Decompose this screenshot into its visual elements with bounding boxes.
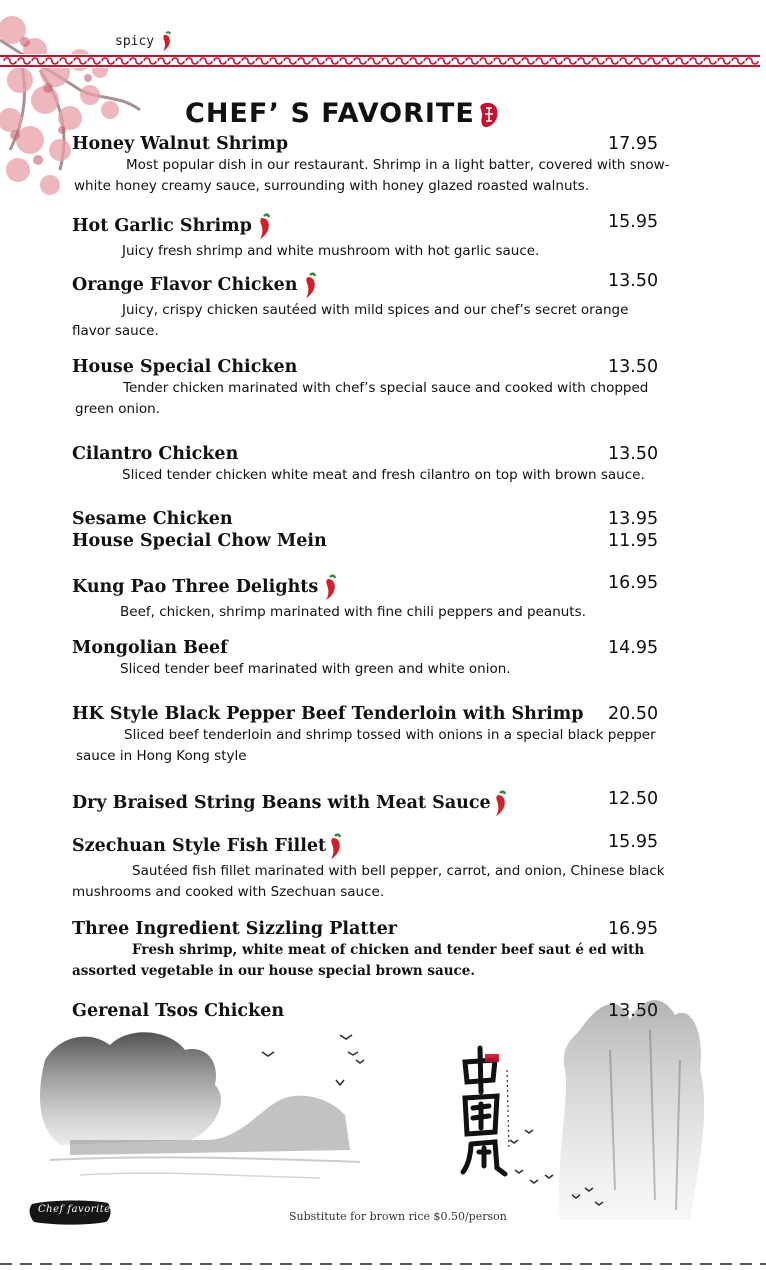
menu-item <box>72 573 672 623</box>
item-name <box>72 832 345 860</box>
menu-item <box>72 789 672 817</box>
chili-pepper-icon <box>256 212 274 240</box>
item-name <box>72 271 320 299</box>
item-name <box>72 573 340 601</box>
item-description: Sliced tender chicken white meat and fresh cilantro on top with brown sauce. <box>122 467 645 483</box>
item-description: Juicy, crispy chicken sautéed with mild spices and our chef’s secret orange flavor sauce. <box>72 302 629 339</box>
item-name: Cilantro Chicken <box>72 444 239 464</box>
menu-item <box>72 638 672 680</box>
item-name: Mongolian Beef <box>72 638 228 658</box>
menu-item <box>72 704 672 767</box>
item-name: Sesame Chicken <box>72 509 233 529</box>
menu-item <box>72 357 672 420</box>
calligraphy-logo <box>455 1040 525 1180</box>
item-price: 11.95 <box>608 531 659 551</box>
item-description: Most popular dish in our restaurant. Shrimp in a light batter, covered with snow-white honey creamy sauce, surrounding with honey glazed roasted walnuts. <box>74 157 670 194</box>
spicy-legend-label: spicy <box>115 33 155 49</box>
item-description: Sautéed fish fillet marinated with bell pepper, carrot, and onion, Chinese black mushrooms and cooked with Szechuan sauce. <box>72 863 665 900</box>
decorative-border <box>0 54 760 68</box>
item-price: 13.50 <box>608 1001 659 1021</box>
item-name: House Special Chow Mein <box>72 531 327 551</box>
menu-item <box>72 212 672 262</box>
item-name-text: Szechuan Style Fish Fillet <box>72 836 327 856</box>
chef-favorite-badge-text: Chef favorite <box>38 1204 111 1215</box>
item-description: Juicy fresh shrimp and white mushroom with hot garlic sauce. <box>122 243 540 259</box>
item-name-text: Hot Garlic Shrimp <box>72 216 252 236</box>
item-name: Three Ingredient Sizzling Platter <box>72 919 397 939</box>
item-price: 14.95 <box>608 638 659 658</box>
chili-pepper-icon <box>160 30 174 52</box>
item-price: 15.95 <box>608 212 659 232</box>
item-description: Sliced tender beef marinated with green and white onion. <box>120 661 511 677</box>
item-name: House Special Chicken <box>72 357 298 377</box>
page-title: CHEF’ S FAVORITE <box>185 98 475 129</box>
item-description: Fresh shrimp, white meat of chicken and tender beef saut é ed with assorted vegetable in our house special brown sauce. <box>72 942 645 979</box>
item-description: Beef, chicken, shrimp marinated with fine chili peppers and peanuts. <box>120 604 586 620</box>
item-name-text: Kung Pao Three Delights <box>72 577 319 597</box>
item-price: 13.50 <box>608 444 659 464</box>
item-name: Honey Walnut Shrimp <box>72 134 289 154</box>
red-seal-icon <box>477 99 501 129</box>
menu-item <box>72 271 672 342</box>
menu-item <box>72 531 672 551</box>
item-price: 17.95 <box>608 134 659 154</box>
menu-item <box>72 509 672 529</box>
chili-pepper-icon <box>327 832 345 860</box>
item-description: Tender chicken marinated with chef’s special sauce and cooked with chopped green onion. <box>75 380 649 417</box>
item-price: 13.95 <box>608 509 659 529</box>
item-price: 16.95 <box>608 573 659 593</box>
chili-pepper-icon <box>302 271 320 299</box>
item-name <box>72 212 274 240</box>
menu-item <box>72 134 672 197</box>
chili-pepper-icon <box>322 573 340 601</box>
menu-item <box>72 832 672 903</box>
item-name: Gerenal Tsos Chicken <box>72 1001 285 1021</box>
item-name-text: Dry Braised String Beans with Meat Sauce <box>72 793 491 813</box>
menu-item <box>72 1001 672 1021</box>
item-price: 15.95 <box>608 832 659 852</box>
item-name: HK Style Black Pepper Beef Tenderloin with Shrimp <box>72 704 584 724</box>
bottom-dashed-divider <box>0 1262 766 1266</box>
item-price: 20.50 <box>608 704 659 724</box>
item-price: 16.95 <box>608 919 659 939</box>
brown-rice-note: Substitute for brown rice $0.50/person <box>289 1210 507 1223</box>
item-name-text: Orange Flavor Chicken <box>72 275 298 295</box>
item-price: 13.50 <box>608 357 659 377</box>
item-description: Sliced beef tenderloin and shrimp tossed with onions in a special black pepper sauce in Hong Kong style <box>76 727 656 764</box>
ink-landscape-illustration <box>0 990 766 1240</box>
section-header <box>185 98 501 129</box>
menu-item <box>72 919 672 982</box>
item-price: 13.50 <box>608 271 659 291</box>
menu-item <box>72 444 672 486</box>
item-price: 12.50 <box>608 789 659 809</box>
spicy-legend <box>115 30 174 52</box>
chili-pepper-icon <box>492 789 510 817</box>
item-name <box>72 789 510 817</box>
